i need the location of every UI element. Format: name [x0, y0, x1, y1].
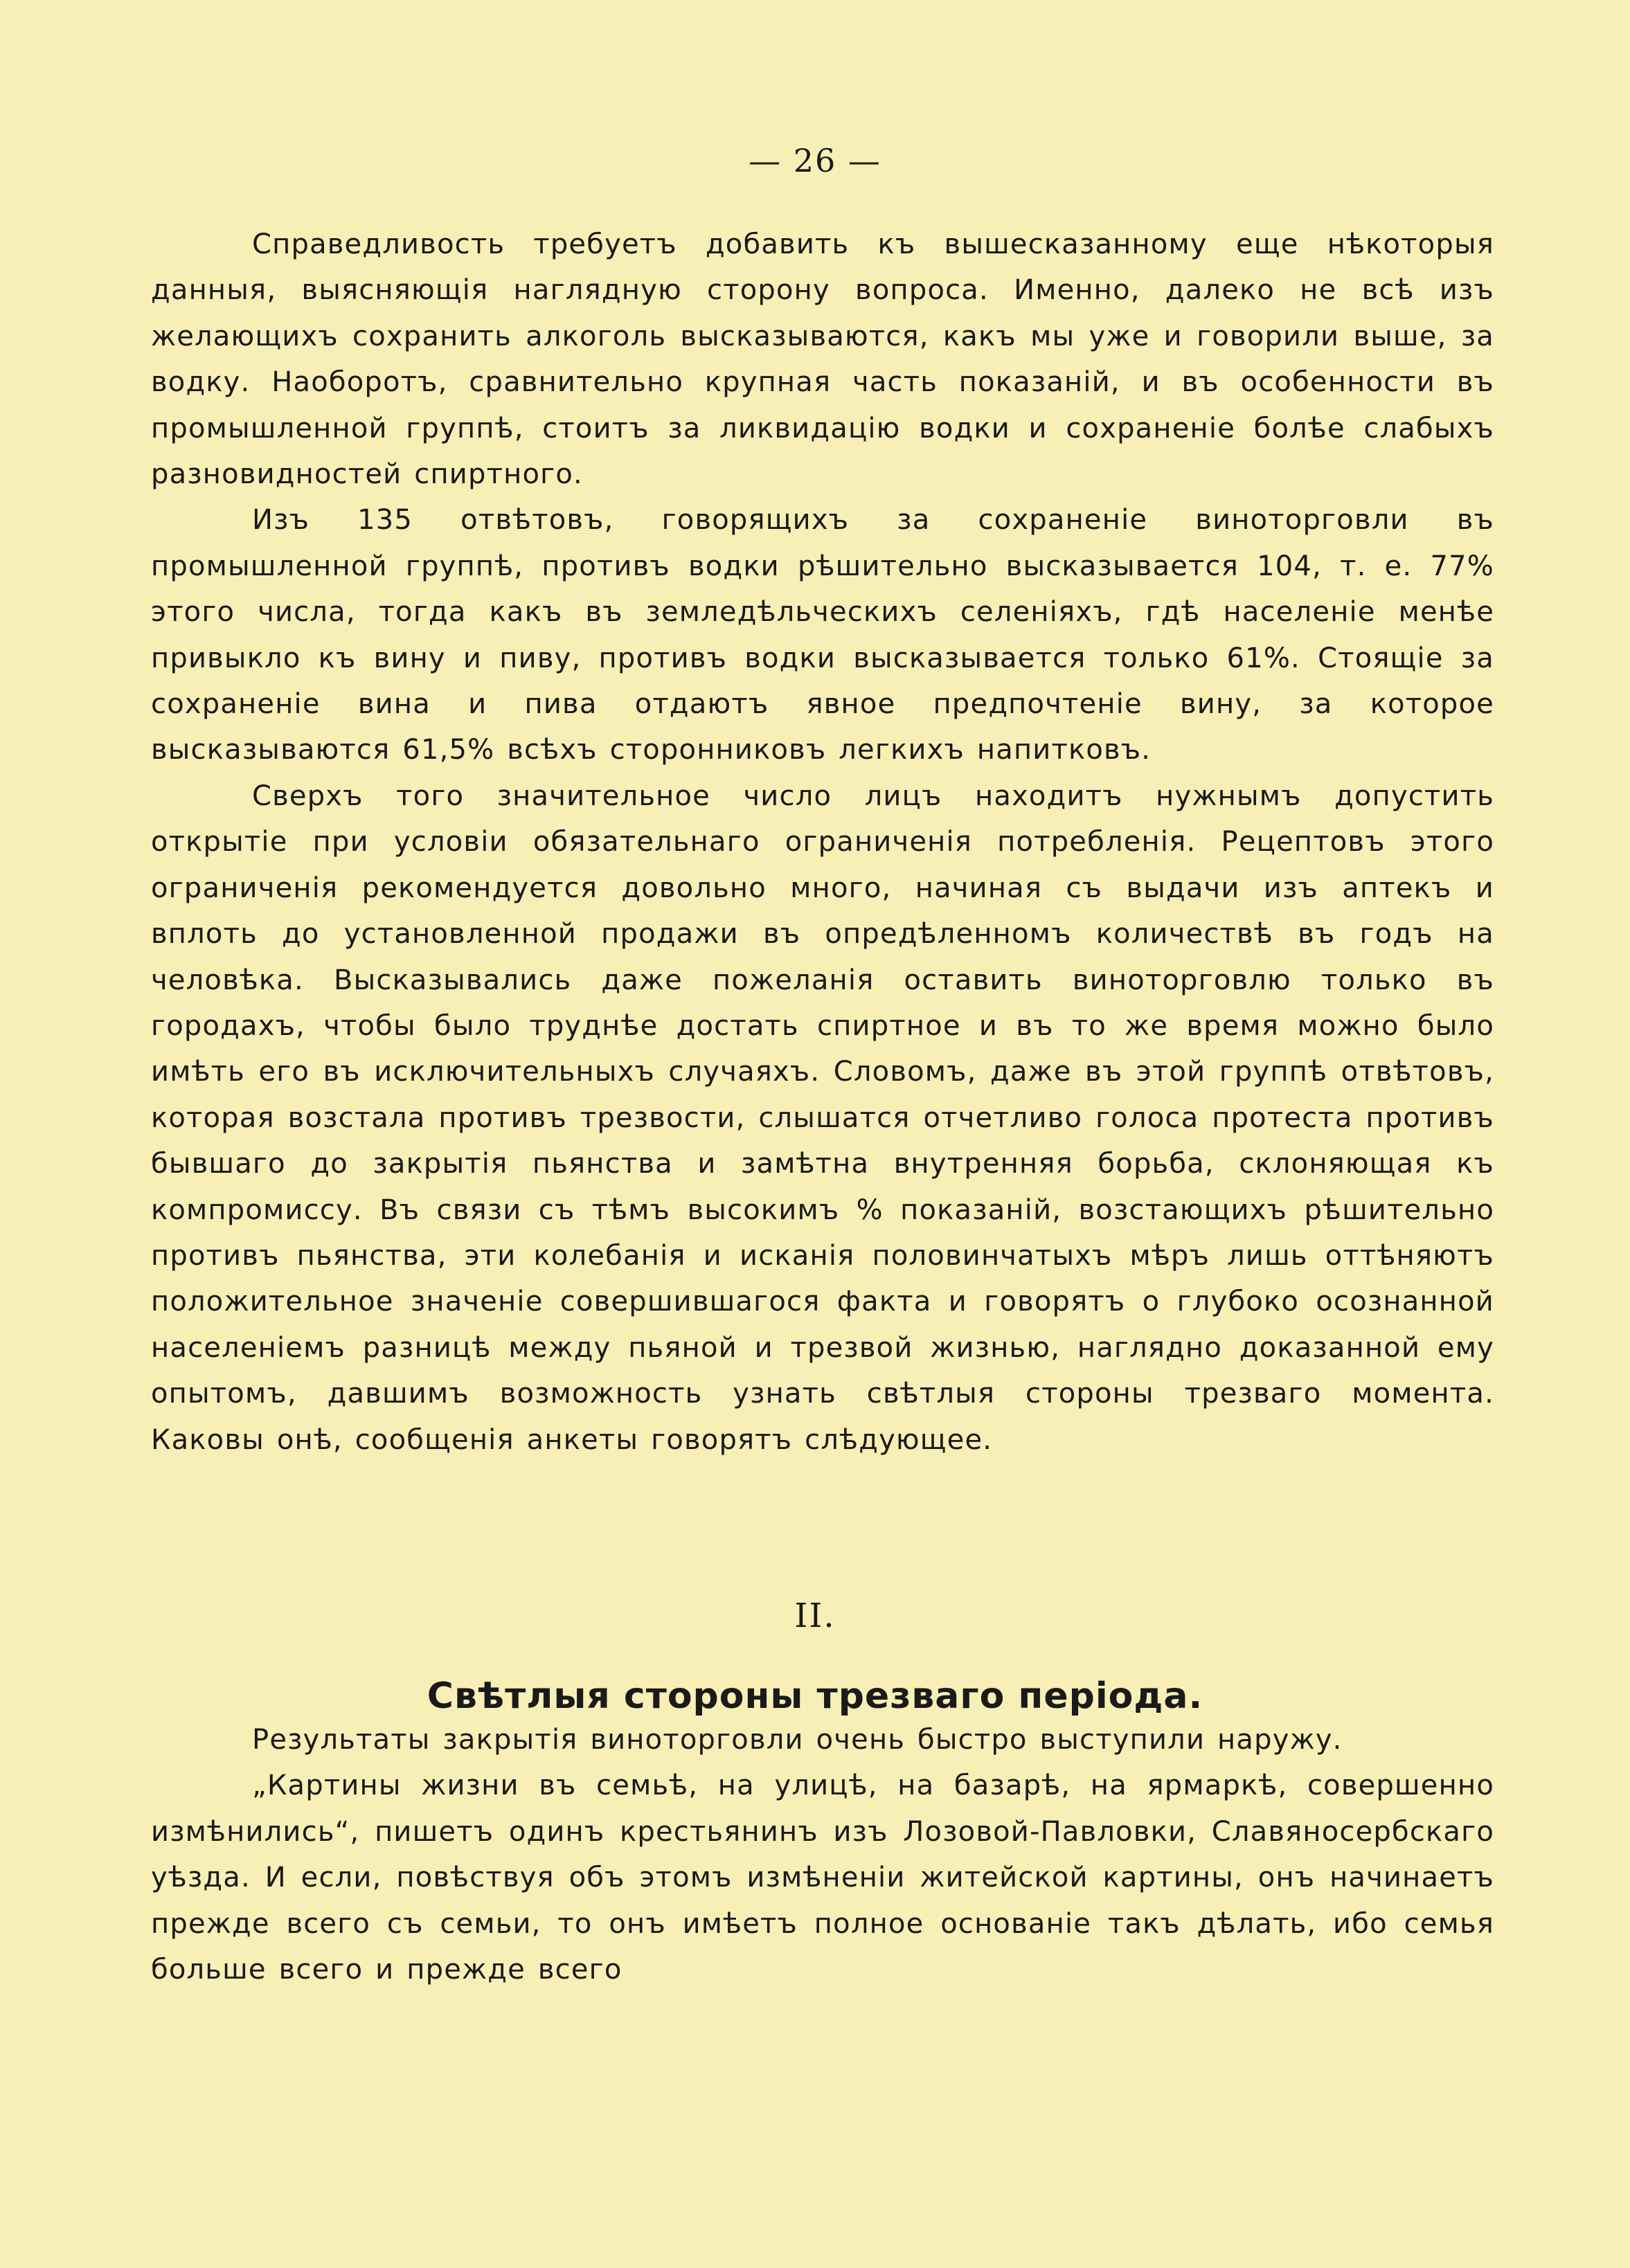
paragraph: Сверхъ того значительное число лицъ находитъ нужнымъ допустить открытіе при условіи обязательнаго ограниченія потребленія. Рецептовъ этого ограниченія рекомендуется довольно много, начиная съ выдачи изъ аптекъ и вплоть до установленной продажи въ опредѣленномъ количествѣ въ годъ на человѣка. Высказывались даже пожеланія оставить виноторговлю только въ городахъ, чтобы было труднѣе достать спиртное и въ то же время можно было имѣть его въ исключительныхъ случаяхъ. Словомъ, даже въ этой группѣ отвѣтовъ, которая возстала противъ трезвости, слышатся отчетливо голоса протеста противъ бывшаго до закрытія пьянства и замѣтна внутренняя борьба, склоняющая къ компромиссу. Въ связи съ тѣмъ высокимъ % показаній, возстающихъ рѣшительно противъ пьянства, эти колебанія и исканія половинчатыхъ мѣръ лишь оттѣняютъ положительное значеніе совершившагося факта и говорятъ о глубоко осознанной населеніемъ разницѣ между пьяной и трезвой жизнью, наглядно доказанной ему опытомъ, давшимъ возможность узнать свѣтлыя стороны трезваго момента. Каковы онѣ, сообщенія анкеты говорятъ слѣдующее.: [151, 780, 1494, 1456]
paragraph: Справедливость требуетъ добавить къ вышесказанному еще нѣкоторыя данныя, выясняющія наглядную сторону вопроса. Именно, далеко не всѣ изъ желающихъ сохранить алкоголь высказываются, какъ мы уже и говорили выше, за водку. Наоборотъ, сравнительно крупная часть показаній, и въ особенности въ промышленной группѣ, стоитъ за ликвидацію водки и сохраненіе болѣе слабыхъ разновидностей спиртного.: [151, 228, 1494, 491]
text-block-after-section: [151, 1717, 1494, 1992]
section-title: Свѣтлыя стороны трезваго періода.: [427, 1675, 1203, 1717]
paragraph: Результаты закрытія виноторговли очень быстро выступили наружу.: [252, 1724, 1343, 1756]
paragraph: Изъ 135 отвѣтовъ, говорящихъ за сохраненіе виноторговли въ промышленной группѣ, противъ водки рѣшительно высказывается 104, т. е. 77% этого числа, тогда какъ въ земледѣльческихъ селеніяхъ, гдѣ населеніе менѣе привыкло къ вину и пиву, противъ водки высказывается только 61%. Стоящіе за сохраненіе вина и пива отдаютъ явное предпочтеніе вину, за которое высказываются 61,5% всѣхъ сторонниковъ легкихъ напитковъ.: [151, 504, 1494, 766]
section-number: II.: [794, 1596, 836, 1635]
text-block-before-section: [151, 222, 1494, 1463]
paragraph: „Картины жизни въ семьѣ, на улицѣ, на базарѣ, на ярмаркѣ, совершенно измѣнились“, пишетъ одинъ крестьянинъ изъ Лозовой-Павловки, Славяносербскаго уѣзда. И если, повѣствуя объ этомъ измѣненіи житейской картины, онъ начинаетъ прежде всего съ семьи, то онъ имѣетъ полное основаніе такъ дѣлать, ибо семья больше всего и прежде всего: [151, 1770, 1494, 1986]
page-number: — 26 —: [749, 142, 881, 179]
